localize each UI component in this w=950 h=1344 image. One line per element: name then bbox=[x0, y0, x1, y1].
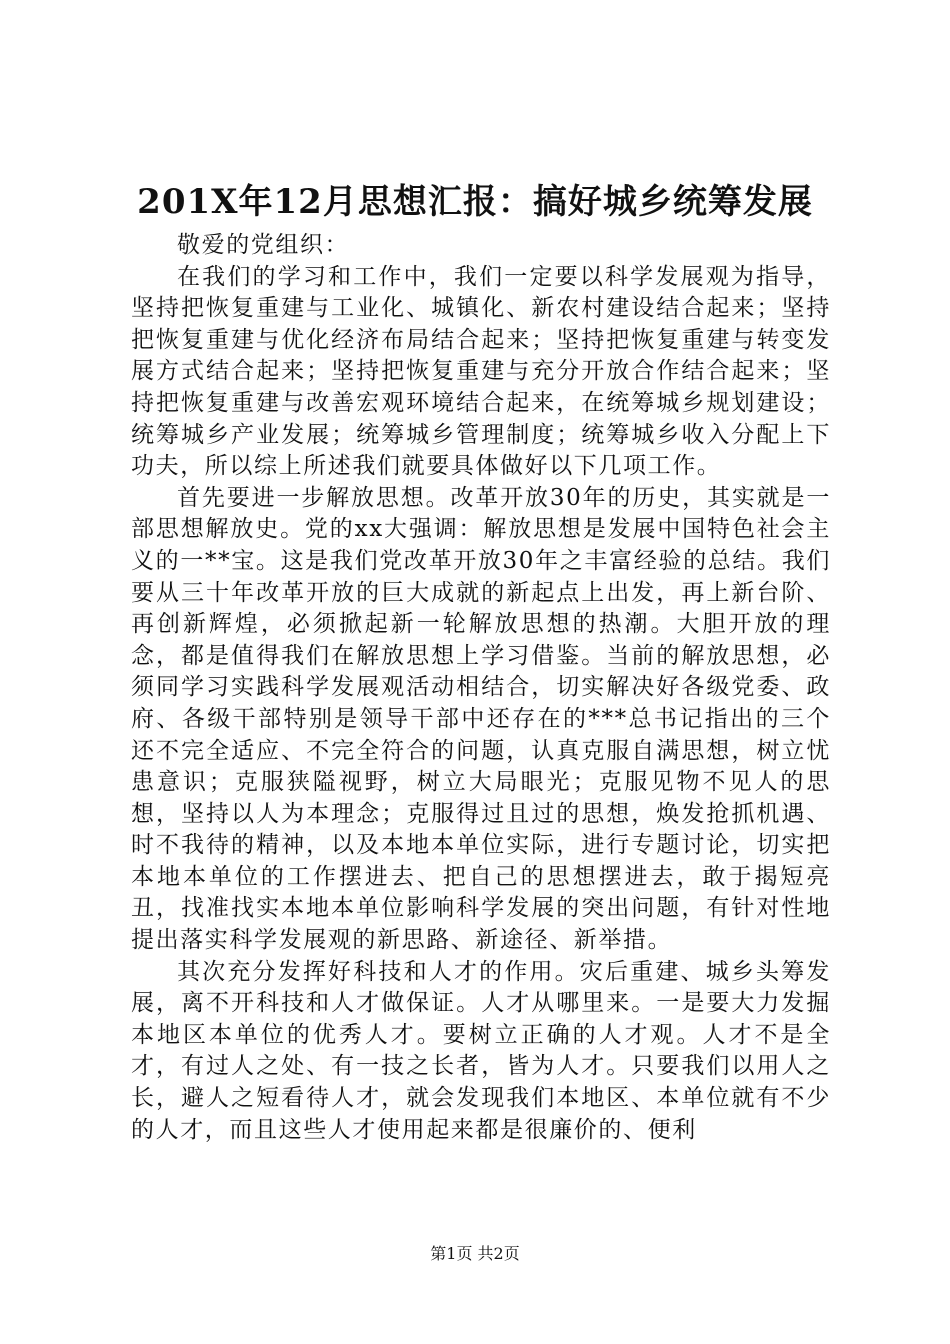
paragraph-2: 首先要进一步解放思想。改革开放30年的历史，其实就是一部思想解放史。党的xx大强调：解放思想是发展中国特色社会主义的一**宝。这是我们党改革开放30年之丰富经验的总结。我们要从三十年改革开放的巨大成就的新起点上出发，再上新台阶、再创新辉煌，必须掀起新一轮解放思想的热潮。大胆开放的理念，都是值得我们在解放思想上学习借鉴。当前的解放思想，必须同学习实践科学发展观活动相结合，切实解决好各级党委、政府、各级干部特别是领导干部中还存在的***总书记指出的三个还不完全适应、不完全符合的问题，认真克服自满思想，树立忧患意识；克服狭隘视野，树立大局眼光；克服见物不见人的思想，坚持以人为本理念；克服得过且过的思想，焕发抢抓机遇、时不我待的精神，以及本地本单位实际，进行专题讨论，切实把本地本单位的工作摆进去、把自己的思想摆进去，敢于揭短亮丑，找准找实本地本单位影响科学发展的突出问题，有针对性地提出落实科学发展观的新思路、新途径、新举措。 bbox=[131, 484, 831, 954]
document-title: 201X年12月思想汇报：搞好城乡统筹发展 bbox=[137, 182, 813, 222]
salutation: 敬爱的党组织： bbox=[177, 232, 350, 258]
paragraph-3: 其次充分发挥好科技和人才的作用。灾后重建、城乡头筹发展，离不开科技和人才做保证。人才从哪里来。一是要大力发掘本地区本单位的优秀人才。要树立正确的人才观。人才不是全才，有过人之处、有一技之长者，皆为人才。只要我们以用人之长，避人之短看待人才，就会发现我们本地区、本单位就有不少的人才，而且这些人才使用起来都是很廉价的、便利 bbox=[131, 958, 831, 1143]
paragraph-1: 在我们的学习和工作中，我们一定要以科学发展观为指导，坚持把恢复重建与工业化、城镇化、新农村建设结合起来；坚持把恢复重建与优化经济布局结合起来；坚持把恢复重建与转变发展方式结合起来；坚持把恢复重建与充分开放合作结合起来；坚持把恢复重建与改善宏观环境结合起来，在统筹城乡规划建设；统筹城乡产业发展；统筹城乡管理制度；统筹城乡收入分配上下功夫，所以综上所述我们就要具体做好以下几项工作。 bbox=[131, 263, 831, 480]
page-number-footer: 第1页 共2页 bbox=[430, 1244, 520, 1263]
document-body bbox=[131, 230, 831, 1146]
